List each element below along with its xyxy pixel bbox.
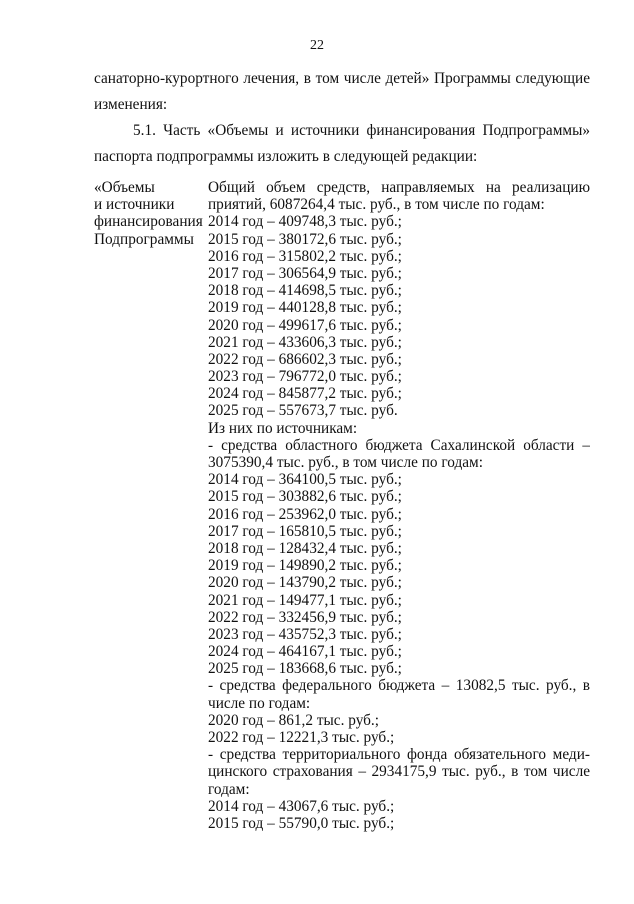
funding-detail-line: 3075390,4 тыс. руб., в том числе по годам: [208,454,483,471]
funding-label-line: Подпрограммы [94,230,194,248]
funding-detail-line: 2014 год – 43067,6 тыс. руб.; [208,797,395,815]
funding-detail-line: - средства областного бюджета Сахалинской области – [208,436,590,454]
funding-detail-line: 2019 год – 440128,8 тыс. руб.; [208,299,402,317]
funding-detail-line: 2016 год – 315802,2 тыс. руб.; [208,247,402,265]
funding-detail-line: Общий объем средств, направляемых на реализацию [208,179,590,196]
funding-details-cell [208,179,590,832]
funding-detail-line: 2021 год – 433606,3 тыс. руб.; [208,333,402,351]
clause-paragraph [94,118,590,170]
funding-detail-line: 2022 год – 12221,3 тыс. руб.; [208,729,395,746]
funding-detail-line: 2015 год – 303882,6 тыс. руб.; [208,488,402,506]
funding-label-line: финансирования [94,213,203,231]
funding-detail-line: 2018 год – 414698,5 тыс. руб.; [208,282,402,300]
funding-detail-line: 2023 год – 796772,0 тыс. руб.; [208,368,402,386]
clause-line-2: паспорта подпрограммы изложить в следующей редакции: [94,148,478,165]
funding-detail-line: 2014 год – 409748,3 тыс. руб.; [208,213,402,231]
funding-detail-line: приятий, 6087264,4 тыс. руб., в том числе по годам: [208,196,545,214]
funding-detail-line: 2017 год – 306564,9 тыс. руб.; [208,264,402,282]
funding-label-cell [94,179,204,248]
funding-detail-line: 2024 год – 845877,2 тыс. руб.; [208,385,402,403]
funding-detail-line: 2020 год – 143790,2 тыс. руб.; [208,574,402,592]
funding-detail-line: Из них по источникам: [208,419,358,437]
intro-paragraph [94,66,590,118]
funding-label-line: «Объемы [94,179,155,196]
funding-detail-line: 2022 год – 332456,9 тыс. руб.; [208,608,402,626]
clause-line-1: 5.1. Часть «Объемы и источники финансирования Подпрограммы» [133,122,590,139]
funding-detail-line: 2021 год – 149477,1 тыс. руб.; [208,591,402,609]
funding-detail-line: 2025 год – 557673,7 тыс. руб. [208,402,398,420]
funding-detail-line: - средства федерального бюджета – 13082,5 тыс. руб., в [208,677,590,695]
funding-label-line: и источники [94,196,175,214]
intro-line-2: изменения: [94,96,168,113]
funding-detail-line: 2017 год – 165810,5 тыс. руб.; [208,522,402,540]
funding-detail-line: 2020 год – 499617,6 тыс. руб.; [208,316,402,334]
funding-detail-line: цинского страхования – 2934175,9 тыс. руб., в том числе [208,763,590,781]
funding-detail-line: 2023 год – 435752,3 тыс. руб.; [208,625,402,643]
funding-detail-line: 2020 год – 861,2 тыс. руб.; [208,711,379,729]
funding-detail-line: годам: [208,780,250,798]
page-number: 22 [310,38,324,53]
funding-detail-line: 2015 год – 55790,0 тыс. руб.; [208,814,395,832]
funding-detail-line: 2015 год – 380172,6 тыс. руб.; [208,230,402,248]
funding-detail-line: числе по годам: [208,694,311,712]
funding-detail-line: 2025 год – 183668,6 тыс. руб.; [208,660,402,678]
funding-detail-line: 2022 год – 686602,3 тыс. руб.; [208,350,402,368]
funding-detail-line: - средства территориального фонда обязательного меди- [208,746,590,764]
funding-detail-line: 2014 год – 364100,5 тыс. руб.; [208,471,402,489]
funding-detail-line: 2018 год – 128432,4 тыс. руб.; [208,539,402,557]
funding-detail-line: 2019 год – 149890,2 тыс. руб.; [208,557,402,575]
funding-detail-line: 2024 год – 464167,1 тыс. руб.; [208,643,402,661]
intro-line-1: санаторно-курортного лечения, в том числе детей» Программы следующие [94,70,590,87]
funding-detail-line: 2016 год – 253962,0 тыс. руб.; [208,505,402,523]
